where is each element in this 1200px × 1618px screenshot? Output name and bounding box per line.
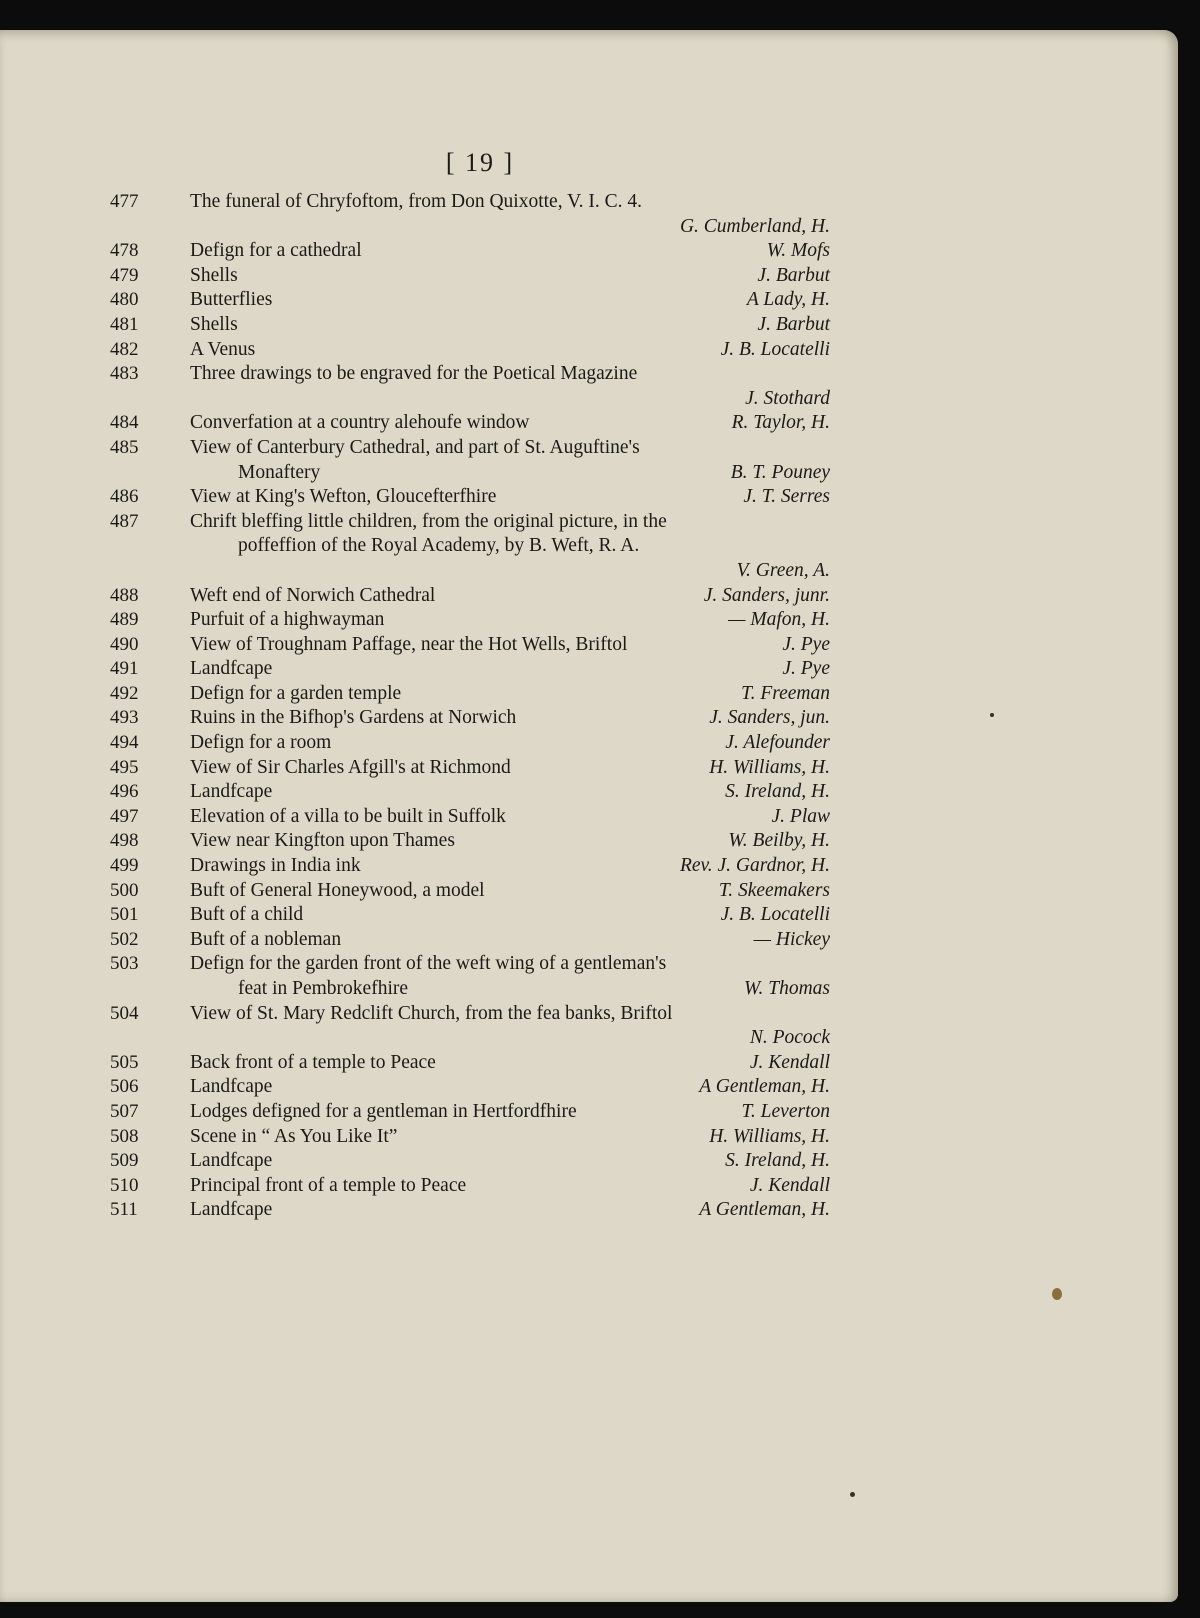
catalogue-entry [110,1051,830,1076]
entry-number: 480 [110,289,139,311]
catalogue-entry [110,288,830,313]
catalogue-entry [110,436,830,485]
entry-artist: T. Freeman [741,682,830,704]
entry-title-continuation: feat in Pembrokefhire [238,978,409,999]
catalogue-entry [110,313,830,338]
catalogue-entry [110,485,830,510]
entry-artist: S. Ireland, H. [725,1150,830,1172]
entry-title: Principal front of a temple to Peace [190,1174,467,1196]
entry-number: 478 [110,240,139,262]
page-number: [ 19 ] [445,148,515,177]
entry-number: 486 [110,486,139,508]
catalogue-entry [110,190,830,239]
catalogue-entry [110,805,830,830]
entry-number: 495 [110,756,139,778]
entry-title: Landfcape [190,1150,273,1172]
catalogue-entry [110,952,830,1001]
entry-title: Lodges defigned for a gentleman in Hertfordfhire [190,1100,577,1122]
entry-number: 485 [110,436,139,458]
entry-number: 501 [110,904,139,926]
entry-artist: V. Green, A. [736,559,830,581]
catalogue-entry [110,1125,830,1150]
entry-artist: T. Leverton [741,1100,830,1122]
entry-number: 493 [110,707,139,729]
entry-number: 482 [110,338,139,360]
entry-title: A Venus [190,338,256,360]
catalogue-entry [110,362,830,411]
entry-artist: Rev. J. Gardnor, H. [679,855,830,877]
catalogue-entry [110,879,830,904]
entry-artist: J. Barbut [757,313,830,335]
entry-number: 489 [110,609,139,631]
entry-number: 494 [110,732,139,754]
entry-artist: — Hickey [753,928,830,950]
entry-title-continuation: poffeffion of the Royal Academy, by B. Weft, R. A. [238,535,640,557]
entry-title: Butterflies [190,289,273,311]
paper-speck [990,713,994,717]
entry-number: 490 [110,633,139,655]
entry-number: 507 [110,1100,139,1122]
catalogue-entry [110,1174,830,1199]
entry-title: Landfcape [190,781,273,803]
catalogue-entry [110,1100,830,1125]
catalogue-entry [110,903,830,928]
entry-number: 505 [110,1051,139,1073]
entry-number: 484 [110,412,139,434]
entry-title: Buft of a child [190,904,304,926]
entry-title: Back front of a temple to Peace [190,1051,436,1073]
entry-number: 492 [110,682,139,704]
entry-title: Scene in “ As You Like It” [190,1125,398,1147]
entry-title: Buft of General Honeywood, a model [190,879,485,901]
entry-number: 508 [110,1125,139,1147]
entry-title: View of St. Mary Redclift Church, from the fea banks, Briftol [190,1002,673,1024]
entry-title: Landfcape [190,1076,273,1098]
entry-number: 497 [110,805,139,827]
entry-artist: S. Ireland, H. [725,781,830,803]
entry-title: Ruins in the Bifhop's Gardens at Norwich [190,707,517,729]
entry-artist: W. Thomas [744,978,830,999]
entry-artist: H. Williams, H. [709,756,830,778]
catalogue-entry [110,1075,830,1100]
entry-artist: J. B. Locatelli [720,904,830,926]
entry-artist: J. Kendall [749,1174,830,1196]
entry-artist: B. T. Pouney [730,461,830,483]
entry-title: View of Canterbury Cathedral, and part of St. Auguftine's [190,436,640,458]
entry-number: 503 [110,953,139,975]
entry-title: Defign for the garden front of the weft wing of a gentleman's [190,953,667,975]
entry-number: 483 [110,363,139,385]
catalogue-entry [110,731,830,756]
entry-artist: J. Plaw [771,805,830,827]
entry-title: Shells [190,313,238,335]
entry-artist: G. Cumberland, H. [679,215,830,237]
catalogue-entry [110,780,830,805]
entry-title-continuation: Monaftery [238,461,321,483]
catalogue-entry [110,264,830,289]
entry-number: 509 [110,1150,139,1172]
entry-title: Weft end of Norwich Cathedral [190,584,436,606]
entry-artist: J. Sanders, jun. [709,707,830,729]
entry-title: Chrift bleffing little children, from the original picture, in the [190,510,667,532]
entry-title: Drawings in India ink [190,855,361,877]
entry-number: 504 [110,1002,139,1024]
catalogue-entry [110,854,830,879]
catalogue-entry [110,756,830,781]
entry-title: Elevation of a villa to be built in Suffolk [190,805,506,827]
entry-artist: A Gentleman, H. [699,1076,830,1098]
entry-artist: J. Sanders, junr. [703,584,830,606]
entry-title: Landfcape [190,658,273,680]
catalogue-entry [110,239,830,264]
entry-title: Defign for a cathedral [190,240,362,262]
entry-title: Defign for a room [190,732,332,754]
entry-title: View near Kingfton upon Thames [190,830,455,852]
catalogue-entry [110,682,830,707]
entry-number: 488 [110,584,139,606]
entry-artist: J. Alefounder [725,732,830,754]
catalogue-entry [110,608,830,633]
entry-artist: J. B. Locatelli [720,338,830,360]
entry-artist: N. Pocock [749,1027,830,1049]
entry-number: 500 [110,879,139,901]
catalogue-entry [110,338,830,363]
entry-title: Defign for a garden temple [190,682,402,704]
catalogue-entry [110,829,830,854]
entry-number: 477 [110,191,139,212]
entry-title: View at King's Wefton, Gloucefterfhire [190,486,497,508]
entry-number: 511 [110,1199,138,1221]
entry-artist: W. Beilby, H. [728,830,830,852]
entry-title: Three drawings to be engraved for the Poetical Magazine [190,363,638,385]
entry-title: View of Sir Charles Afgill's at Richmond [190,756,511,778]
entry-artist: R. Taylor, H. [731,412,830,434]
paper-speck [850,1492,855,1497]
catalogue-page [0,30,1178,1602]
catalogue-entry [110,633,830,658]
entry-title: Landfcape [190,1199,273,1221]
entry-artist: J. Barbut [757,264,830,286]
entry-title: Purfuit of a highwayman [190,609,385,631]
catalogue-entry [110,1149,830,1174]
entry-artist: H. Williams, H. [709,1125,830,1147]
entry-title: The funeral of Chryfoftom, from Don Quixotte, V. I. C. 4. [190,191,643,212]
catalogue-entry [110,928,830,953]
entry-number: 510 [110,1174,139,1196]
entry-artist: J. Pye [782,658,830,680]
entry-number: 481 [110,313,139,335]
entry-artist: A Lady, H. [746,289,830,311]
entry-number: 499 [110,855,139,877]
entry-title: Shells [190,264,238,286]
entry-number: 506 [110,1076,139,1098]
entry-artist: J. Kendall [749,1051,830,1073]
entry-title: Buft of a nobleman [190,928,342,950]
entry-artist: — Mafon, H. [728,609,830,631]
catalogue-entry [110,510,830,584]
entry-artist: W. Mofs [766,240,830,262]
entry-number: 498 [110,830,139,852]
catalogue-entry [110,657,830,682]
entry-title: View of Troughnam Paffage, near the Hot Wells, Briftol [190,633,628,655]
catalogue-entry [110,411,830,436]
entry-number: 479 [110,264,139,286]
catalogue-entry [110,584,830,609]
entry-number: 491 [110,658,139,680]
entry-number: 496 [110,781,139,803]
entry-artist: J. Pye [782,633,830,655]
catalogue-entry [110,706,830,731]
entry-artist: J. T. Serres [743,486,830,508]
catalogue-entry [110,1198,830,1223]
entry-list [110,190,830,1223]
entry-title: Converfation at a country alehoufe window [190,412,530,434]
entry-artist: J. Stothard [745,387,830,409]
paper-speck [1052,1288,1062,1300]
entry-number: 487 [110,510,139,532]
entry-number: 502 [110,928,139,950]
entry-artist: T. Skeemakers [718,879,830,901]
entry-artist: A Gentleman, H. [699,1199,830,1221]
catalogue-entry [110,1002,830,1051]
